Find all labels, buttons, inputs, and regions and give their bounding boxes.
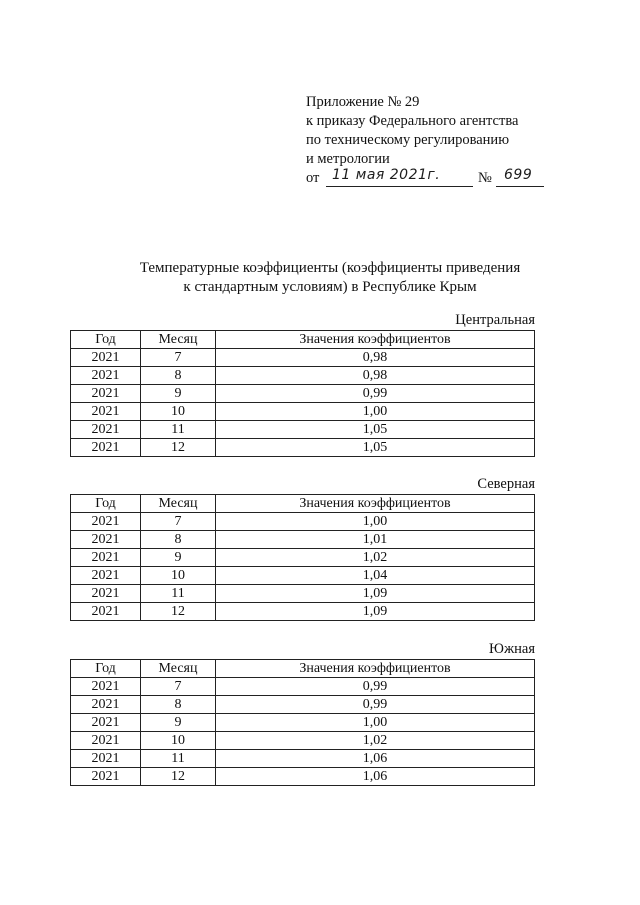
cell-value: 1,02 — [216, 549, 535, 567]
cell-value: 1,05 — [216, 439, 535, 457]
header-year: Год — [71, 660, 141, 678]
cell-value: 1,00 — [216, 403, 535, 421]
cell-year: 2021 — [71, 732, 141, 750]
date-underline — [326, 186, 473, 187]
appendix-line: к приказу Федерального агентства — [306, 113, 519, 129]
appendix-line: и метрологии — [306, 151, 390, 167]
cell-year: 2021 — [71, 567, 141, 585]
header-year: Год — [71, 331, 141, 349]
from-label: от — [306, 170, 320, 186]
table-row — [71, 714, 535, 732]
coefficient-table-north — [70, 494, 535, 621]
region-label-north: Северная — [477, 476, 535, 492]
table-header-row — [71, 331, 535, 349]
cell-month: 8 — [141, 696, 216, 714]
cell-value: 1,00 — [216, 714, 535, 732]
cell-year: 2021 — [71, 367, 141, 385]
cell-month: 8 — [141, 531, 216, 549]
header-value: Значения коэффициентов — [216, 495, 535, 513]
header-month: Месяц — [141, 495, 216, 513]
cell-value: 1,09 — [216, 603, 535, 621]
number-underline — [496, 186, 544, 187]
cell-year: 2021 — [71, 549, 141, 567]
cell-year: 2021 — [71, 421, 141, 439]
coefficient-table-central — [70, 330, 535, 457]
table-row — [71, 403, 535, 421]
table-header-row — [71, 495, 535, 513]
table-row — [71, 349, 535, 367]
table-row — [71, 603, 535, 621]
cell-value: 1,00 — [216, 513, 535, 531]
cell-value: 1,05 — [216, 421, 535, 439]
cell-year: 2021 — [71, 603, 141, 621]
order-date-number — [306, 167, 544, 190]
table-row — [71, 585, 535, 603]
cell-value: 0,99 — [216, 696, 535, 714]
cell-month: 10 — [141, 567, 216, 585]
cell-month: 9 — [141, 714, 216, 732]
cell-value: 1,02 — [216, 732, 535, 750]
cell-value: 0,98 — [216, 367, 535, 385]
cell-month: 11 — [141, 421, 216, 439]
cell-year: 2021 — [71, 513, 141, 531]
table-row — [71, 421, 535, 439]
handwritten-number: 699 — [504, 167, 533, 183]
cell-value: 1,04 — [216, 567, 535, 585]
header-month: Месяц — [141, 660, 216, 678]
table-row — [71, 385, 535, 403]
cell-month: 7 — [141, 349, 216, 367]
cell-month: 12 — [141, 768, 216, 786]
cell-month: 10 — [141, 403, 216, 421]
table-row — [71, 567, 535, 585]
cell-month: 7 — [141, 678, 216, 696]
cell-month: 11 — [141, 585, 216, 603]
table-header-row — [71, 660, 535, 678]
document-title — [60, 259, 600, 297]
header-value: Значения коэффициентов — [216, 331, 535, 349]
header-month: Месяц — [141, 331, 216, 349]
table-row — [71, 531, 535, 549]
cell-year: 2021 — [71, 349, 141, 367]
cell-year: 2021 — [71, 768, 141, 786]
handwritten-date: 11 мая 2021г. — [332, 167, 441, 183]
region-label-south: Южная — [489, 641, 535, 657]
cell-year: 2021 — [71, 385, 141, 403]
cell-year: 2021 — [71, 696, 141, 714]
cell-value: 0,99 — [216, 385, 535, 403]
cell-month: 10 — [141, 732, 216, 750]
cell-month: 12 — [141, 439, 216, 457]
cell-year: 2021 — [71, 585, 141, 603]
cell-month: 12 — [141, 603, 216, 621]
table-row — [71, 768, 535, 786]
cell-value: 1,06 — [216, 750, 535, 768]
appendix-block — [306, 93, 518, 169]
cell-value: 0,99 — [216, 678, 535, 696]
cell-value: 1,06 — [216, 768, 535, 786]
cell-month: 9 — [141, 549, 216, 567]
header-value: Значения коэффициентов — [216, 660, 535, 678]
title-line: к стандартным условиям) в Республике Крым — [183, 279, 477, 295]
table-row — [71, 439, 535, 457]
table-row — [71, 549, 535, 567]
cell-year: 2021 — [71, 750, 141, 768]
cell-year: 2021 — [71, 439, 141, 457]
cell-month: 8 — [141, 367, 216, 385]
cell-value: 1,01 — [216, 531, 535, 549]
number-label: № — [478, 170, 492, 186]
cell-month: 9 — [141, 385, 216, 403]
table-row — [71, 696, 535, 714]
table-row — [71, 367, 535, 385]
title-line: Температурные коэффициенты (коэффициенты приведения — [139, 260, 521, 276]
cell-value: 0,98 — [216, 349, 535, 367]
table-row — [71, 513, 535, 531]
region-label-central: Центральная — [455, 312, 535, 328]
header-year: Год — [71, 495, 141, 513]
cell-year: 2021 — [71, 714, 141, 732]
cell-year: 2021 — [71, 403, 141, 421]
appendix-line: по техническому регулированию — [306, 132, 510, 148]
appendix-line: Приложение № 29 — [306, 94, 420, 110]
table-row — [71, 750, 535, 768]
cell-year: 2021 — [71, 678, 141, 696]
cell-year: 2021 — [71, 531, 141, 549]
coefficient-table-south — [70, 659, 535, 786]
table-row — [71, 678, 535, 696]
table-row — [71, 732, 535, 750]
cell-value: 1,09 — [216, 585, 535, 603]
cell-month: 11 — [141, 750, 216, 768]
cell-month: 7 — [141, 513, 216, 531]
